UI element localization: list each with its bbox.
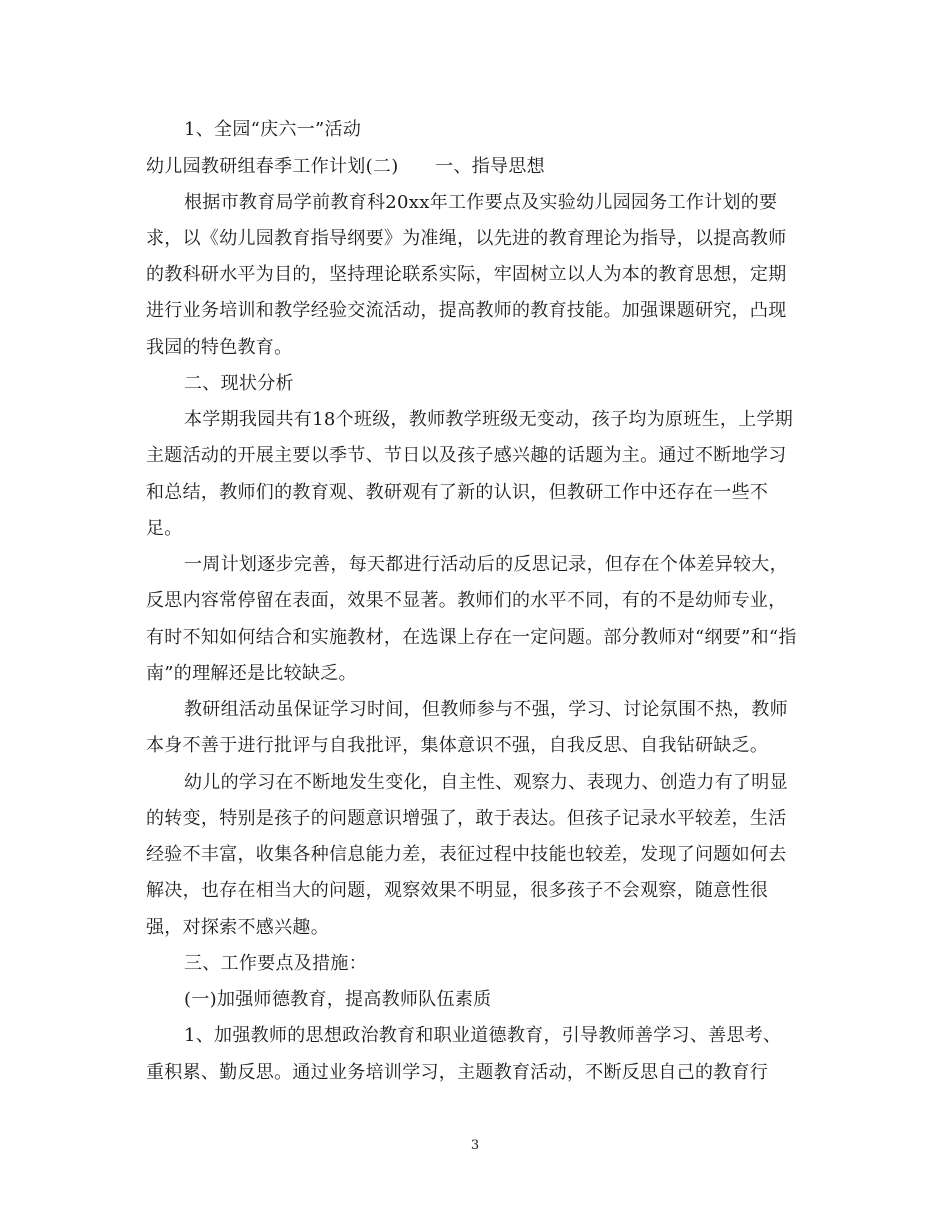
text-line: 有时不知如何结合和实施教材，在选课上存在一定问题。部分教师对“纲要”和“指 [146,627,797,648]
text-line: 求，以《幼儿园教育指导纲要》为准绳，以先进的教育理论为指导，以提高教师 [146,228,787,249]
text-line: 经验不丰富，收集各种信息能力差，表征过程中技能也较差，发现了问题如何去 [146,844,787,865]
text-line: 本学期我园共有18个班级，教师教学班级无变动，孩子均为原班生，上学期 [184,409,794,430]
text-line: 幼儿的学习在不断地发生变化，自主性、观察力、表现力、创造力有了明显 [184,772,788,793]
text-line: 一周计划逐步完善，每天都进行活动后的反思记录，但存在个体差异较大， [184,554,788,575]
text-line: 主题活动的开展主要以季节、节日以及孩子感兴趣的话题为主。通过不断地学习 [146,445,787,466]
text-line: 1、全园“庆六一”活动 [184,119,362,140]
text-line: 根据市教育局学前教育科20xx年工作要点及实验幼儿园园务工作计划的要 [184,192,778,213]
section-heading: 三、工作要点及措施： [184,953,367,974]
text-line: 解决，也存在相当大的问题，观察效果不明显，很多孩子不会观察，随意性很 [146,880,769,901]
page-number: 3 [470,1138,480,1153]
text-line: 足。 [146,518,183,539]
subsection-heading: (一)加强师德教育，提高教师队伍素质 [184,989,492,1010]
text-line: 1、加强教师的思想政治教育和职业道德教育，引导教师善学习、善思考、 [184,1025,782,1046]
text-line: 反思内容常停留在表面，效果不显著。教师们的水平不同，有的不是幼师专业， [146,590,787,611]
text-line: 的教科研水平为目的，坚持理论联系实际，牢固树立以人为本的教育思想，定期 [146,264,787,285]
text-line: 的转变，特别是孩子的问题意识增强了，敢于表达。但孩子记录水平较差，生活 [146,808,787,829]
text-line: 本身不善于进行批评与自我批评，集体意识不强，自我反思、自我钻研缺乏。 [146,735,769,756]
text-line: 南”的理解还是比较缺乏。 [146,663,357,684]
text-line: 幼儿园教研组春季工作计划(二) 一、指导思想 [146,156,545,177]
text-line: 教研组活动虽保证学习时间，但教师参与不强，学习、讨论氛围不热，教师 [184,699,788,720]
text-line: 和总结，教师们的教育观、教研观有了新的认识，但教研工作中还存在一些不 [146,482,769,503]
text-line: 重积累、勤反思。通过业务培训学习，主题教育活动，不断反思自己的教育行 [146,1062,769,1083]
text-line: 强，对探索不感兴趣。 [146,917,329,938]
section-heading: 二、现状分析 [184,373,294,394]
text-line: 我园的特色教育。 [146,337,293,358]
text-line: 进行业务培训和教学经验交流活动，提高教师的教育技能。加强课题研究，凸现 [146,300,787,321]
